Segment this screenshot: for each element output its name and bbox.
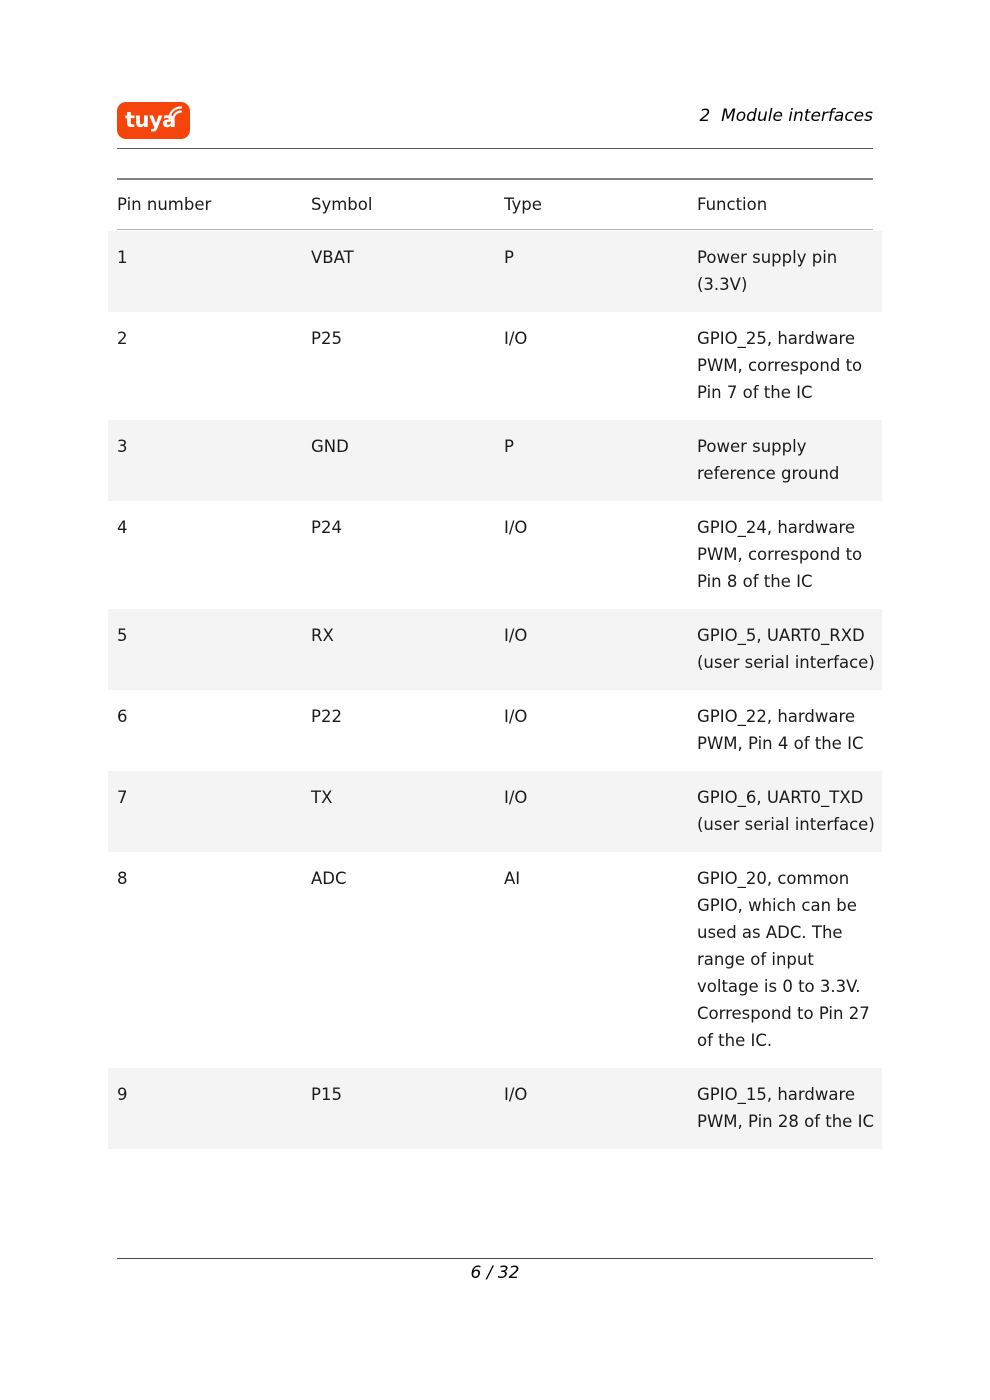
page-number: 6 / 32 — [470, 1263, 520, 1283]
table-row — [108, 771, 882, 852]
cell-pin-number: 7 — [117, 788, 128, 807]
cell-pin-number: 8 — [117, 869, 128, 888]
table-row — [108, 1068, 882, 1149]
tuya-logo-text: tuya — [125, 108, 176, 132]
table-row — [108, 312, 882, 420]
cell-symbol: P24 — [311, 518, 342, 537]
cell-function: GPIO_5, UART0_RXD (user serial interface) — [697, 626, 875, 672]
cell-pin-number: 6 — [117, 707, 128, 726]
cell-function: GPIO_22, hardware PWM, Pin 4 of the IC — [697, 707, 864, 753]
cell-function: GPIO_15, hardware PWM, Pin 28 of the IC — [697, 1085, 874, 1131]
cell-symbol: P25 — [311, 329, 342, 348]
cell-function: GPIO_6, UART0_TXD (user serial interface) — [697, 788, 875, 834]
cell-type: AI — [504, 869, 521, 888]
cell-symbol: P15 — [311, 1085, 342, 1104]
cell-function: GPIO_20, common GPIO, which can be used as ADC. The range of input voltage is 0 to 3.3V. Correspond to Pin 27 of the IC. — [697, 869, 870, 1050]
table-row — [108, 690, 882, 771]
cell-type: I/O — [504, 518, 528, 537]
cell-function: Power supply reference ground — [697, 437, 840, 483]
cell-pin-number: 9 — [117, 1085, 128, 1104]
table-row — [108, 420, 882, 501]
cell-symbol: VBAT — [311, 248, 354, 267]
header-section-title: 2 Module interfaces — [699, 106, 873, 126]
cell-function: Power supply pin (3.3V) — [697, 248, 838, 294]
column-header-type: Type — [504, 195, 542, 214]
cell-symbol: ADC — [311, 869, 347, 888]
column-header-symbol: Symbol — [311, 195, 373, 214]
footer-divider — [117, 1258, 873, 1259]
column-header-function: Function — [697, 195, 768, 214]
cell-symbol: RX — [311, 626, 334, 645]
cell-pin-number: 3 — [117, 437, 128, 456]
cell-pin-number: 1 — [117, 248, 128, 267]
cell-type: I/O — [504, 707, 528, 726]
cell-type: I/O — [504, 1085, 528, 1104]
cell-function: GPIO_24, hardware PWM, correspond to Pin 8 of the IC — [697, 518, 863, 591]
cell-type: I/O — [504, 626, 528, 645]
table-header-row — [108, 180, 882, 230]
table-row — [108, 852, 882, 1068]
table-header-divider — [117, 229, 873, 230]
cell-pin-number: 2 — [117, 329, 128, 348]
cell-pin-number: 5 — [117, 626, 128, 645]
cell-type: I/O — [504, 329, 528, 348]
column-header-pin-number: Pin number — [117, 195, 212, 214]
cell-symbol: GND — [311, 437, 349, 456]
cell-type: P — [504, 248, 514, 267]
table-row — [108, 501, 882, 609]
cell-pin-number: 4 — [117, 518, 128, 537]
cell-function: GPIO_25, hardware PWM, correspond to Pin 7 of the IC — [697, 329, 863, 402]
cell-symbol: TX — [311, 788, 333, 807]
cell-type: I/O — [504, 788, 528, 807]
wifi-arc-icon — [168, 106, 183, 120]
header-divider — [117, 148, 873, 149]
cell-type: P — [504, 437, 514, 456]
table-body — [108, 231, 882, 1149]
table-row — [108, 231, 882, 312]
page-header — [117, 96, 873, 148]
tuya-logo — [117, 102, 190, 139]
cell-symbol: P22 — [311, 707, 342, 726]
table-row — [108, 609, 882, 690]
